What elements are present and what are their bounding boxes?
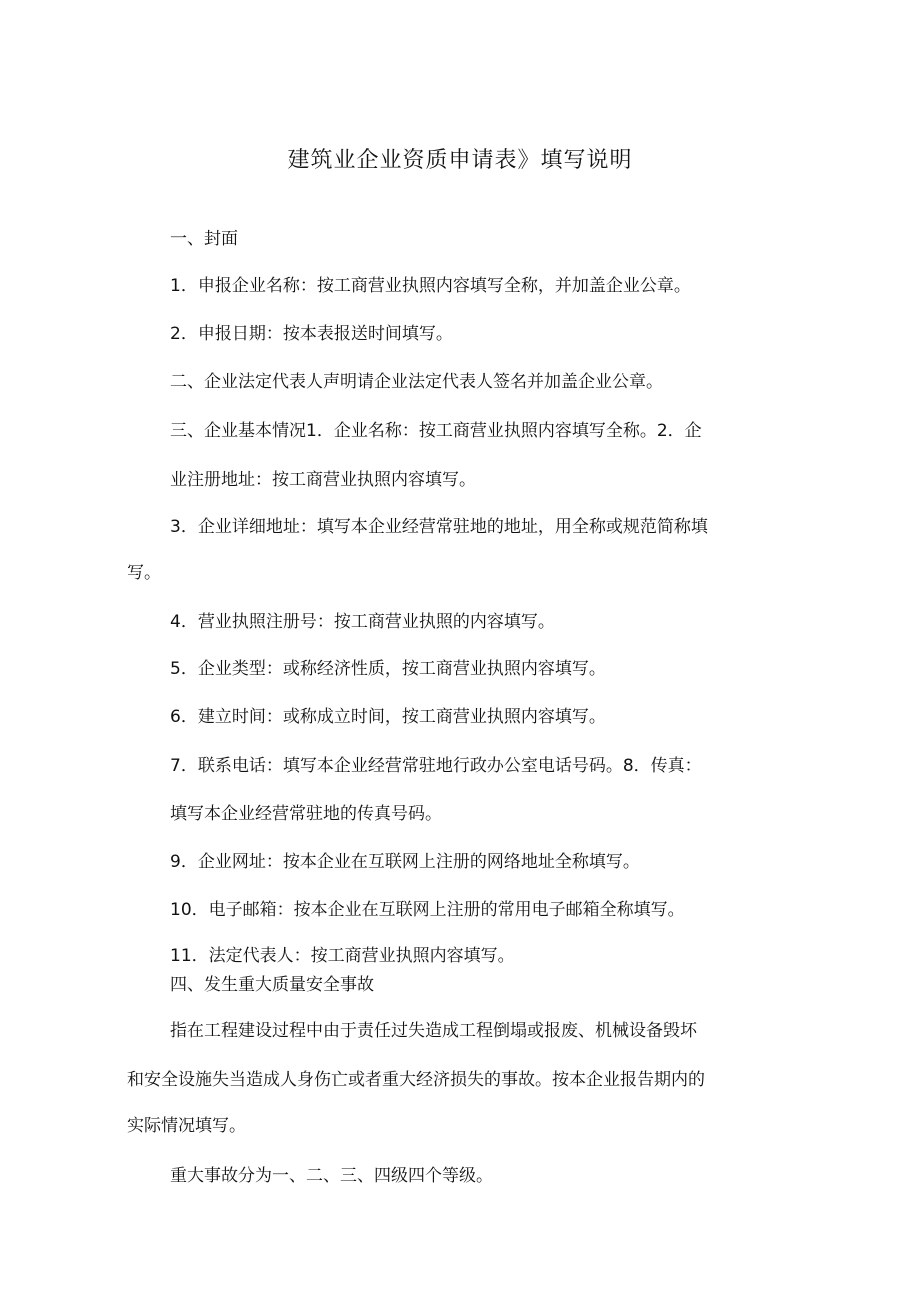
section-heading-accidents: 四、发生重大质量安全事故	[170, 975, 374, 995]
paragraph-line: 5．企业类型：或称经济性质，按工商营业执照内容填写。	[170, 659, 606, 679]
paragraph-line: 9．企业网址：按本企业在互联网上注册的网络地址全称填写。	[170, 852, 640, 872]
paragraph-line: 1．申报企业名称：按工商营业执照内容填写全称，并加盖企业公章。	[170, 276, 691, 296]
paragraph-line: 指在工程建设过程中由于责任过失造成工程倒塌或报废、机械设备毁坏	[170, 1021, 697, 1041]
paragraph-line: 3．企业详细地址：填写本企业经营常驻地的地址，用全称或规范简称填	[170, 517, 708, 537]
paragraph-line: 写。	[127, 563, 161, 583]
section-heading-cover: 一、封面	[170, 229, 238, 249]
paragraph-line: 填写本企业经营常驻地的传真号码。	[170, 804, 442, 824]
paragraph-line: 业注册地址：按工商营业执照内容填写。	[170, 470, 476, 490]
paragraph-line: 11．法定代表人：按工商营业执照内容填写。	[170, 946, 515, 966]
section-heading-legal-rep: 二、企业法定代表人声明请企业法定代表人签名并加盖企业公章。	[170, 372, 663, 392]
paragraph-line: 重大事故分为一、二、三、四级四个等级。	[170, 1166, 493, 1186]
document-title: 建筑业企业资质申请表》填写说明	[287, 148, 633, 173]
paragraph-line: 10．电子邮箱：按本企业在互联网上注册的常用电子邮箱全称填写。	[170, 900, 685, 920]
paragraph-line: 7．联系电话：填写本企业经营常驻地行政办公室电话号码。8．传真：	[170, 756, 702, 776]
paragraph-line: 2．申报日期：按本表报送时间填写。	[170, 324, 453, 344]
paragraph-line: 和安全设施失当造成人身伤亡或者重大经济损失的事故。按本企业报告期内的	[127, 1070, 705, 1090]
paragraph-line: 6．建立时间：或称成立时间，按工商营业执照内容填写。	[170, 707, 606, 727]
section-heading-basic-info: 三、企业基本情况1．企业名称：按工商营业执照内容填写全称。2．企	[170, 421, 702, 441]
paragraph-line: 实际情况填写。	[127, 1116, 246, 1136]
paragraph-line: 4．营业执照注册号：按工商营业执照的内容填写。	[170, 612, 555, 632]
